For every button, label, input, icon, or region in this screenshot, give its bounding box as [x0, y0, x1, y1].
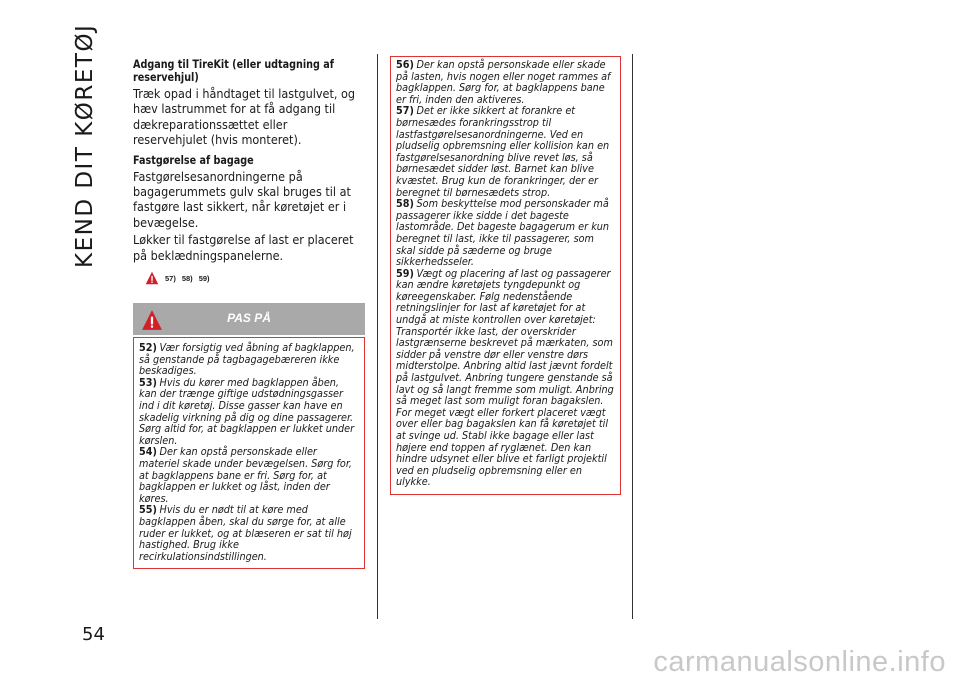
- warning-box-left: [133, 337, 365, 569]
- note-number: 57): [396, 104, 414, 118]
- section-text-bagage-1: Fastgørelsesanordningerne på bagagerummets gulv skal bruges til at fastgøre last sikkert, når køretøjet er i bevægelse.: [133, 168, 351, 230]
- note-54: [139, 446, 360, 504]
- chapter-title: KEND DIT KØRETØJ: [72, 23, 98, 268]
- note-56: [396, 59, 616, 105]
- note-text: Hvis du er nødt til at køre med bagklappen åben, skal du sørge for, at alle ruder er lukket, og at blæseren er sat til høj hastighed. Brug ikke recirkulationsindstillingen.: [139, 503, 352, 563]
- section-heading-tirekit: Adgang til TireKit (eller udtagning af reservehjul): [133, 58, 334, 84]
- note-53: [139, 377, 360, 447]
- section-heading-bagage: Fastgørelse af bagage: [133, 153, 254, 167]
- section-text-tirekit: Træk opad i håndtaget til lastgulvet, og hæv lastrummet for at få adgang til dækreparationssættet eller reservehjulet (hvis monteret).: [133, 86, 356, 148]
- page-number: 54: [82, 624, 105, 645]
- warning-refs: [145, 269, 365, 287]
- watermark: carmanualsonline.info: [653, 646, 946, 678]
- note-text: Der kan opstå personskade eller skade på lasten, hvis nogen eller noget rammes af bagklappen. Sørg for, at bagklappens bane er fri, inden den aktiveres.: [396, 58, 611, 106]
- note-text: Vær forsigtig ved åbning af bagklappen, så genstande på tagbagagebæreren ikke beskadiges.: [139, 341, 355, 378]
- ref-59[interactable]: 59): [198, 273, 210, 283]
- ref-58[interactable]: 58): [181, 273, 193, 283]
- note-text: Der kan opstå personskade eller materiel skade under bevægelsen. Sørg for, at bagklappens bane er fri. Sørg for, at bagklappen er lukket og låst, inden der køres.: [139, 445, 353, 505]
- note-52: [139, 342, 360, 377]
- note-number: 54): [139, 445, 157, 459]
- note-59: [396, 268, 616, 488]
- note-text: Det er ikke sikkert at forankre et børnesædes forankringsstrop til lastfastgørelsesanordningerne. Ved en pludselig opbremsning eller kollision kan en fastgørelsesanordning blive revet løs, så børnesædet sidder løst. Barnet kan blive kvæstet. Brug kun de forankringer, der er beregnet til børnesædets strop.: [396, 104, 610, 199]
- note-number: 53): [139, 375, 157, 389]
- note-text: Som beskyttelse mod personskader må passagerer ikke sidde i det bageste lastområde. Det bageste bagagerum er kun beregnet til last, ikke til passagerer, som skal sidde på sæderne og bruge sikkerhedsseler.: [396, 197, 610, 269]
- note-number: 52): [139, 341, 157, 355]
- note-text: Vægt og placering af last og passagerer kan ændre køretøjets tyngdepunkt og køreegenskaber. Følg nedenstående retningslinjer for last af køretøjet for at undgå at miste kontrollen over køretøjet: Transportér ikke last, der overskrider lastgrænserne beskrevet på mærkaten, som sidder på venstre dør eller venstre dørs midterstolpe. Anbring altid last jævnt fordelt på lastgulvet. Anbring tungere genstande så lavt og så langt fremme som muligt. Anbring så meget last som muligt foran bagakslen. For meget vægt eller forkert placeret vægt over eller bag bagakslen kan få køretøjet til at svinge ud. Stabl ikke bagage eller last højere end toppen af ryglænet. Den kan hindre udsynet eller blive et farligt projektil ved en pludselig opbremsning eller en ulykke.: [396, 266, 614, 489]
- note-55: [139, 504, 360, 562]
- column-divider-right: [632, 54, 633, 619]
- column-divider-left: [377, 54, 378, 619]
- note-58: [396, 198, 616, 268]
- note-number: 55): [139, 503, 157, 517]
- right-column: [390, 56, 621, 495]
- note-57: [396, 105, 616, 198]
- note-text: Hvis du kører med bagklappen åben, kan der trænge giftige udstødningsgasser ind i dit køretøj. Disse gasser kan have en skadelig virkning på dig og dine passagerer. Sørg altid for, at bagklappen er lukket under kørslen.: [139, 375, 355, 447]
- warning-box-right: [390, 56, 621, 495]
- warning-triangle-icon: [145, 271, 159, 285]
- section-text-bagage-2: Løkker til fastgørelse af last er placeret på beklædningspanelerne.: [133, 232, 354, 263]
- note-number: 59): [396, 266, 414, 280]
- ref-57[interactable]: 57): [165, 273, 176, 283]
- warning-header: [133, 303, 365, 335]
- left-column: [133, 58, 365, 569]
- note-number: 56): [396, 58, 414, 71]
- note-number: 58): [396, 197, 414, 211]
- warning-title: PAS PÅ: [227, 311, 271, 326]
